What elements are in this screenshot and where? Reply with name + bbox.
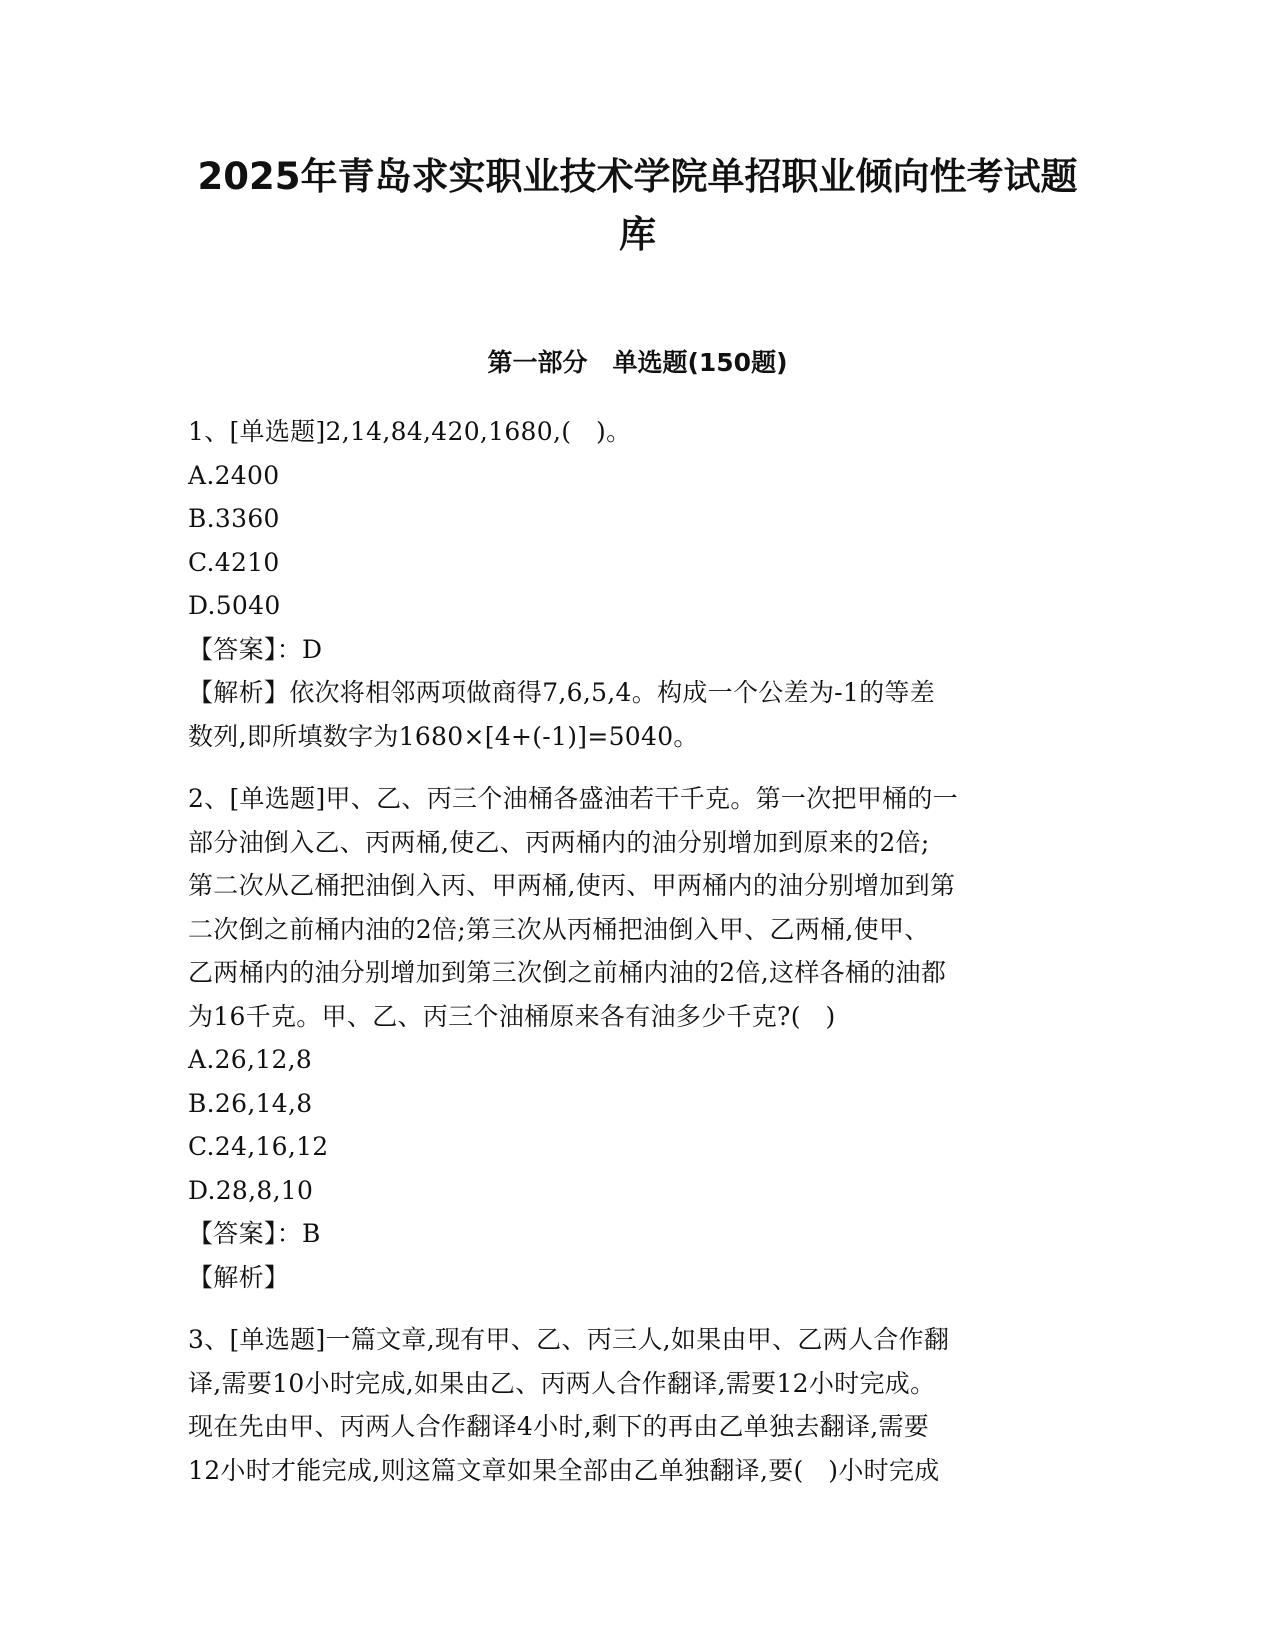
question-spacer	[188, 758, 1088, 777]
question-stem-line: 乙两桶内的油分别增加到第三次倒之前桶内油的2倍,这样各桶的油都	[188, 958, 947, 987]
question-stem-line: 12小时才能完成,则这篇文章如果全部由乙单独翻译,要( )小时完成	[188, 1455, 940, 1485]
option-a: A.2400	[188, 460, 280, 490]
question-1	[188, 410, 1088, 758]
analysis-line: 【解析】	[188, 1262, 290, 1292]
option-b: B.26,14,8	[188, 1088, 313, 1118]
question-stem-line: 第二次从乙桶把油倒入丙、甲两桶,使丙、甲两桶内的油分别增加到第	[188, 871, 956, 900]
option-d: D.5040	[188, 591, 281, 620]
document-title	[150, 148, 1125, 264]
option-c: C.24,16,12	[188, 1132, 329, 1161]
question-list	[188, 410, 1088, 1492]
option-c: C.4210	[188, 547, 280, 577]
analysis-line: 数列,即所填数字为1680×[4+(-1)]=5040。	[188, 721, 699, 751]
question-stem-line: 二次倒之前桶内油的2倍;第三次从丙桶把油倒入甲、乙两桶,使甲、	[188, 914, 930, 944]
question-stem-line: 为16千克。甲、乙、丙三个油桶原来各有油多少千克?( )	[188, 1001, 836, 1031]
question-stem-line: 3、[单选题]一篇文章,现有甲、乙、丙三人,如果由甲、乙两人合作翻	[188, 1325, 950, 1354]
question-stem-line: 现在先由甲、丙两人合作翻译4小时,剩下的再由乙单独去翻译,需要	[188, 1412, 930, 1441]
question-3	[188, 1318, 1088, 1492]
option-b: B.3360	[188, 504, 280, 533]
analysis-line: 【解析】依次将相邻两项做商得7,6,5,4。构成一个公差为-1的等差	[188, 678, 936, 707]
option-d: D.28,8,10	[188, 1175, 314, 1205]
section-title: 第一部分 单选题(150题)	[487, 348, 788, 377]
document-title-line-2: 库	[619, 213, 656, 256]
question-stem-line: 1、[单选题]2,14,84,420,1680,( )。	[188, 417, 632, 446]
answer-line: 【答案】：D	[188, 634, 323, 664]
question-stem-line: 2、[单选题]甲、乙、丙三个油桶各盛油若干千克。第一次把甲桶的一	[188, 784, 959, 813]
document-title-line-1: 2025年青岛求实职业技术学院单招职业倾向性考试题	[197, 155, 1078, 198]
answer-line: 【答案】：B	[188, 1219, 321, 1248]
question-2	[188, 777, 1088, 1299]
question-stem-line: 译,需要10小时完成,如果由乙、丙两人合作翻译,需要12小时完成。	[188, 1368, 936, 1398]
question-spacer	[188, 1299, 1088, 1318]
question-stem-line: 部分油倒入乙、丙两桶,使乙、丙两桶内的油分别增加到原来的2倍;	[188, 827, 930, 857]
option-a: A.26,12,8	[188, 1045, 313, 1074]
